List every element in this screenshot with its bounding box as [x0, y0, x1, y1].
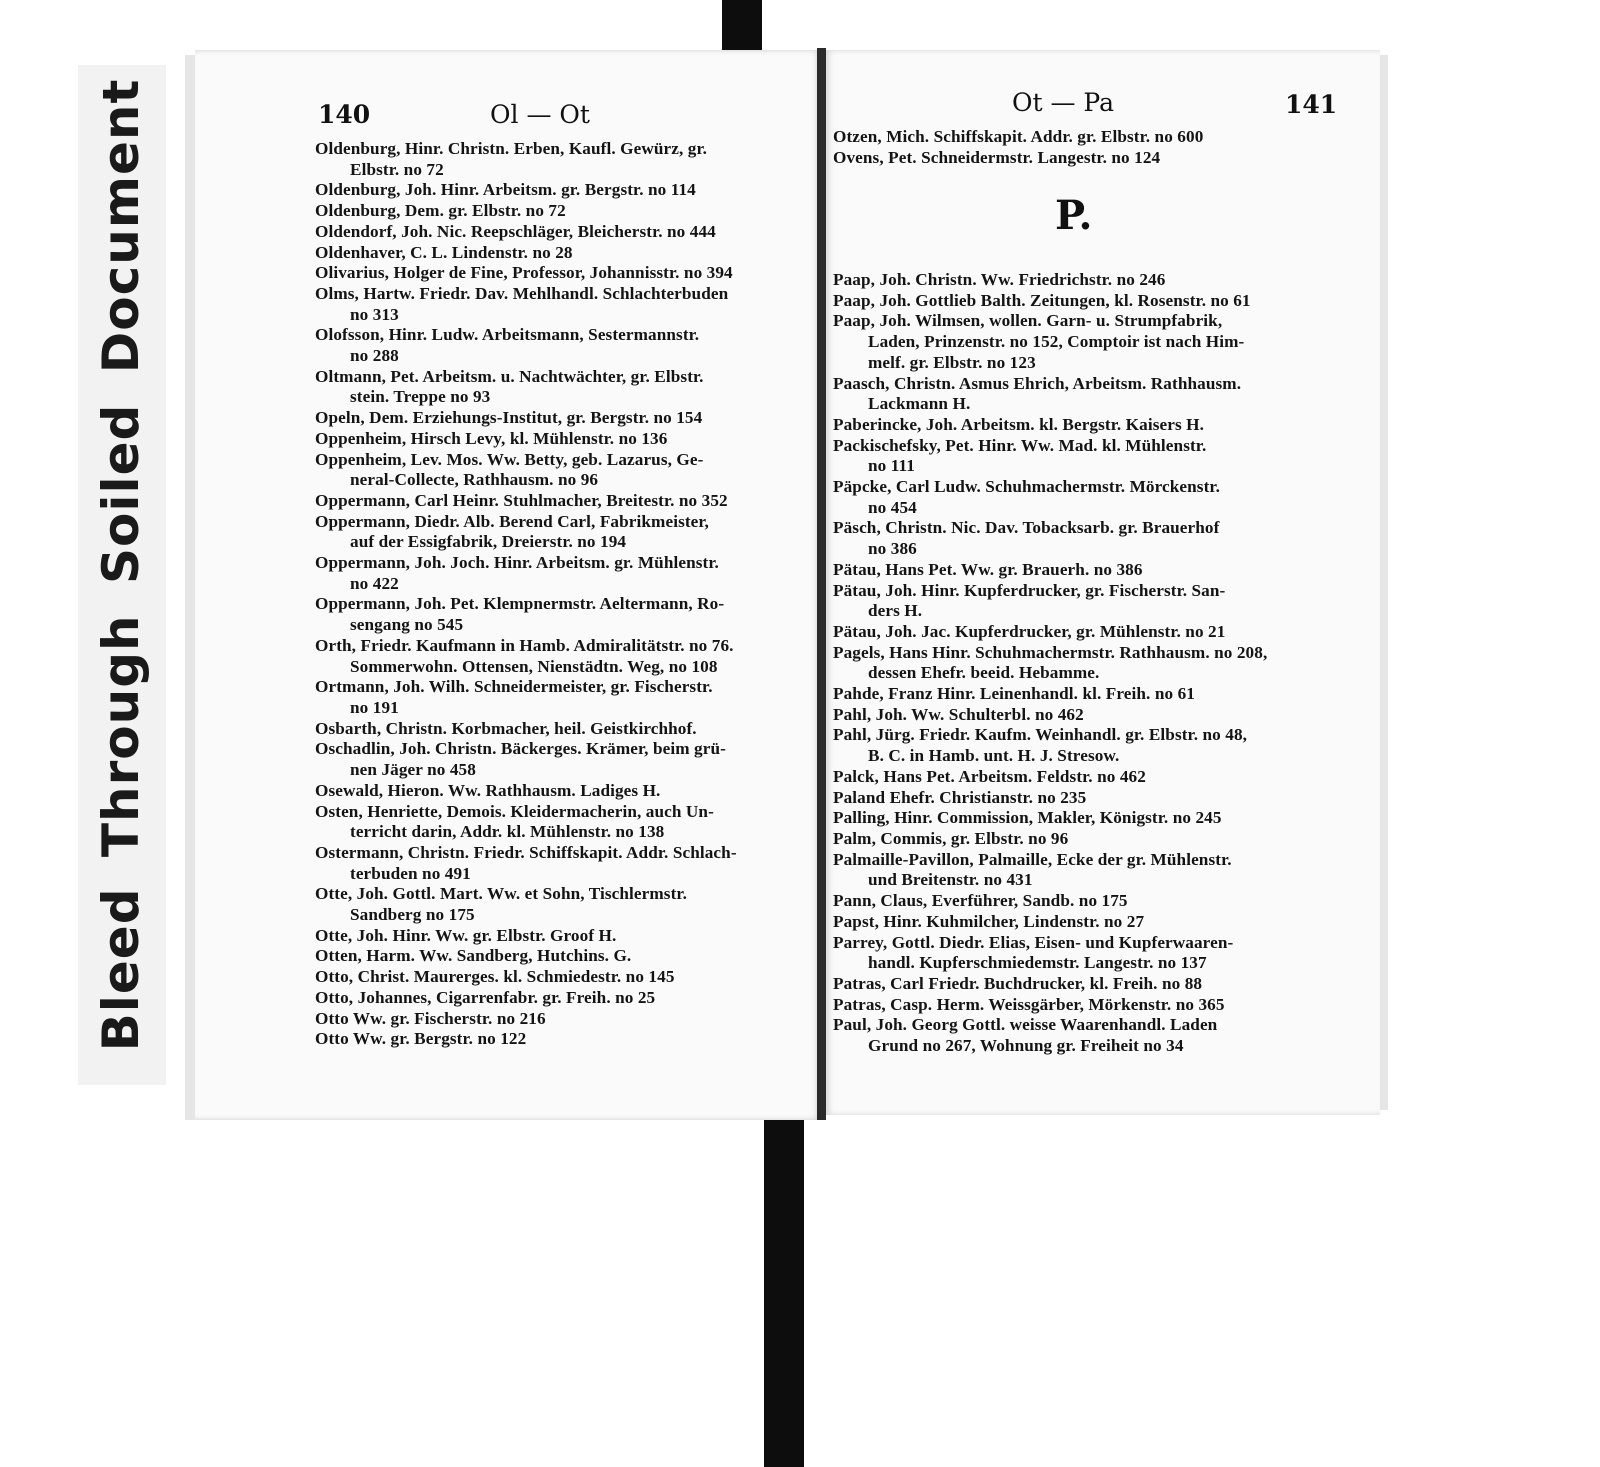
- entry-line: Oppenheim, Hirsch Levy, kl. Mühlenstr. no 136: [315, 428, 668, 448]
- entry-continuation: melf. gr. Elbstr. no 123: [868, 352, 1036, 372]
- directory-entry: [315, 719, 810, 740]
- directory-entry: [833, 127, 1328, 148]
- directory-entry: [833, 829, 1328, 850]
- directory-entry: [833, 374, 1328, 415]
- entry-continuation: auf der Essigfabrik, Dreierstr. no 194: [350, 532, 627, 552]
- directory-entry: [315, 926, 810, 947]
- directory-entry: [833, 415, 1328, 436]
- directory-entry: [833, 560, 1328, 581]
- entry-continuation: no 386: [868, 539, 917, 559]
- directory-entry: [833, 912, 1328, 933]
- entry-line: Osten, Henriette, Demois. Kleidermacherin, auch Un-: [315, 801, 714, 821]
- directory-entry: [315, 946, 810, 967]
- directory-entry: [315, 325, 810, 366]
- entry-line: Oppermann, Carl Heinr. Stuhlmacher, Breitestr. no 352: [315, 490, 728, 510]
- entry-line: Pätau, Hans Pet. Ww. gr. Brauerh. no 386: [833, 559, 1143, 579]
- entry-line: Packischefsky, Pet. Hinr. Ww. Mad. kl. Mühlenstr.: [833, 435, 1207, 455]
- directory-entry: [315, 408, 810, 429]
- directory-entry: [315, 450, 810, 491]
- entry-line: Otte, Joh. Hinr. Ww. gr. Elbstr. Groof H.: [315, 925, 617, 945]
- entry-line: Palmaille-Pavillon, Palmaille, Ecke der gr. Mühlenstr.: [833, 849, 1232, 869]
- directory-entry: [833, 788, 1328, 809]
- entry-line: Pagels, Hans Hinr. Schuhmachermstr. Rathhausm. no 208,: [833, 642, 1268, 662]
- entry-line: Pätau, Joh. Jac. Kupferdrucker, gr. Mühlenstr. no 21: [833, 621, 1226, 641]
- entry-line: Pann, Claus, Everführer, Sandb. no 175: [833, 891, 1128, 911]
- directory-entry: [315, 843, 810, 884]
- entry-line: Ortmann, Joh. Wilh. Schneidermeister, gr. Fischerstr.: [315, 677, 713, 697]
- entry-continuation: stein. Treppe no 93: [350, 387, 491, 407]
- entry-line: Oppermann, Joh. Joch. Hinr. Arbeitsm. gr. Mühlenstr.: [315, 553, 719, 573]
- directory-entry: [315, 139, 810, 180]
- entry-continuation: no 191: [350, 697, 399, 717]
- entry-line: Parrey, Gottl. Diedr. Elias, Eisen- und Kupferwaaren-: [833, 932, 1234, 952]
- directory-entry: [315, 781, 810, 802]
- entry-line: Patras, Carl Friedr. Buchdrucker, kl. Freih. no 88: [833, 973, 1203, 993]
- directory-entry: [833, 1015, 1328, 1056]
- directory-entry: [315, 884, 810, 925]
- entry-line: Opeln, Dem. Erziehungs-Institut, gr. Bergstr. no 154: [315, 408, 703, 428]
- directory-entry: [833, 767, 1328, 788]
- entry-line: Oltmann, Pet. Arbeitsm. u. Nachtwächter, gr. Elbstr.: [315, 366, 704, 386]
- entry-line: Papst, Hinr. Kuhmilcher, Lindenstr. no 27: [833, 911, 1145, 931]
- right-running-head: Ot — Pa: [1012, 88, 1115, 117]
- entry-line: Paap, Joh. Christn. Ww. Friedrichstr. no 246: [833, 270, 1166, 289]
- entry-line: Paap, Joh. Gottlieb Balth. Zeitungen, kl. Rosenstr. no 61: [833, 290, 1251, 310]
- entry-continuation: Laden, Prinzenstr. no 152, Comptoir ist nach Him-: [868, 332, 1245, 352]
- entry-continuation: handl. Kupferschmiedemstr. Langestr. no 137: [868, 953, 1207, 973]
- entry-line: Ovens, Pet. Schneidermstr. Langestr. no 124: [833, 147, 1161, 167]
- entry-line: Päsch, Christn. Nic. Dav. Tobacksarb. gr. Brauerhof: [833, 518, 1220, 538]
- entry-continuation: no 288: [350, 346, 399, 366]
- entry-continuation: no 422: [350, 573, 399, 593]
- entry-line: Pahl, Jürg. Friedr. Kaufm. Weinhandl. gr. Elbstr. no 48,: [833, 725, 1248, 745]
- entry-continuation: nen Jäger no 458: [350, 760, 476, 780]
- right-entry-list: [833, 270, 1328, 1057]
- directory-entry: [833, 311, 1328, 373]
- directory-entry: [315, 802, 810, 843]
- entry-continuation: Sommerwohn. Ottensen, Nienstädtn. Weg, no 108: [350, 656, 718, 676]
- directory-entry: [833, 643, 1328, 684]
- entry-line: Orth, Friedr. Kaufmann in Hamb. Admiralitätstr. no 76.: [315, 635, 734, 655]
- directory-entry: [315, 429, 810, 450]
- directory-entry: [833, 974, 1328, 995]
- entry-line: Oldenburg, Joh. Hinr. Arbeitsm. gr. Bergstr. no 114: [315, 180, 696, 200]
- entry-line: Paberincke, Joh. Arbeitsm. kl. Bergstr. Kaisers H.: [833, 414, 1205, 434]
- entry-line: Olms, Hartw. Friedr. Dav. Mehlhandl. Schlachterbuden: [315, 283, 729, 303]
- directory-entry: [315, 201, 810, 222]
- entry-line: Pahde, Franz Hinr. Leinenhandl. kl. Freih. no 61: [833, 684, 1195, 704]
- entry-continuation: no 313: [350, 304, 399, 324]
- entry-continuation: terricht darin, Addr. kl. Mühlenstr. no 138: [350, 822, 665, 842]
- entry-line: Päpcke, Carl Ludw. Schuhmachermstr. Mörckenstr.: [833, 477, 1220, 497]
- directory-entry: [833, 995, 1328, 1016]
- directory-entry: [315, 263, 810, 284]
- directory-entry: [833, 436, 1328, 477]
- entry-line: Oppermann, Joh. Pet. Klempnermstr. Aeltermann, Ro-: [315, 594, 725, 614]
- entry-continuation: neral-Collecte, Rathhausm. no 96: [350, 470, 599, 490]
- entry-continuation: B. C. in Hamb. unt. H. J. Stresow.: [868, 746, 1120, 766]
- entry-line: Otzen, Mich. Schiffskapit. Addr. gr. Elbstr. no 600: [833, 127, 1204, 146]
- entry-line: Oldendorf, Joh. Nic. Reepschläger, Bleicherstr. no 444: [315, 221, 716, 241]
- entry-line: Oppermann, Diedr. Alb. Berend Carl, Fabrikmeister,: [315, 511, 709, 531]
- entry-line: Palck, Hans Pet. Arbeitsm. Feldstr. no 462: [833, 766, 1146, 786]
- entry-line: Pahl, Joh. Ww. Schulterbl. no 462: [833, 704, 1084, 724]
- entry-line: Ostermann, Christn. Friedr. Schiffskapit. Addr. Schlach-: [315, 842, 737, 862]
- entry-line: Oldenhaver, C. L. Lindenstr. no 28: [315, 242, 573, 262]
- entry-line: Oldenburg, Hinr. Christn. Erben, Kaufl. Gewürz, gr.: [315, 139, 708, 158]
- directory-entry: [833, 705, 1328, 726]
- right-page-number: 141: [1285, 90, 1338, 119]
- entry-line: Oschadlin, Joh. Christn. Bäckerges. Krämer, beim grü-: [315, 739, 726, 759]
- directory-entry: [833, 270, 1328, 291]
- directory-entry: [315, 739, 810, 780]
- directory-entry: [833, 808, 1328, 829]
- directory-entry: [315, 222, 810, 243]
- entry-continuation: Lackmann H.: [868, 394, 971, 414]
- directory-entry: [315, 1029, 810, 1050]
- left-page-number: 140: [318, 100, 371, 129]
- directory-entry: [833, 291, 1328, 312]
- entry-line: Osewald, Hieron. Ww. Rathhausm. Ladiges H.: [315, 780, 661, 800]
- entry-line: Paul, Joh. Georg Gottl. weisse Waarenhandl. Laden: [833, 1015, 1218, 1035]
- entry-continuation: no 111: [868, 456, 915, 476]
- right-entry-list-top: [833, 127, 1328, 168]
- entry-line: Otto, Johannes, Cigarrenfabr. gr. Freih. no 25: [315, 987, 656, 1007]
- entry-line: Otto Ww. gr. Fischerstr. no 216: [315, 1008, 546, 1028]
- directory-entry: [315, 967, 810, 988]
- entry-line: Osbarth, Christn. Korbmacher, heil. Geistkirchhof.: [315, 718, 697, 738]
- entry-continuation: Sandberg no 175: [350, 905, 475, 925]
- directory-entry: [833, 684, 1328, 705]
- directory-entry: [315, 553, 810, 594]
- directory-entry: [833, 850, 1328, 891]
- entry-line: Otto Ww. gr. Bergstr. no 122: [315, 1029, 527, 1049]
- entry-line: Pätau, Joh. Hinr. Kupferdrucker, gr. Fischerstr. San-: [833, 580, 1226, 600]
- entry-line: Oldenburg, Dem. gr. Elbstr. no 72: [315, 201, 566, 221]
- entry-line: Paasch, Christn. Asmus Ehrich, Arbeitsm. Rathhausm.: [833, 373, 1242, 393]
- directory-entry: [315, 988, 810, 1009]
- entry-continuation: Grund no 267, Wohnung gr. Freiheit no 34: [868, 1036, 1184, 1056]
- directory-entry: [315, 1009, 810, 1030]
- directory-entry: [833, 933, 1328, 974]
- entry-line: Otten, Harm. Ww. Sandberg, Hutchins. G.: [315, 946, 632, 966]
- entry-continuation: no 454: [868, 497, 917, 517]
- directory-entry: [315, 491, 810, 512]
- spine-binding-bottom: [764, 1120, 804, 1467]
- section-letter: P.: [1055, 192, 1093, 239]
- directory-entry: [833, 725, 1328, 766]
- entry-line: Oppenheim, Lev. Mos. Ww. Betty, geb. Lazarus, Ge-: [315, 449, 704, 469]
- entry-line: Palling, Hinr. Commission, Makler, Königstr. no 245: [833, 808, 1222, 828]
- entry-continuation: und Breitenstr. no 431: [868, 870, 1033, 890]
- entry-continuation: dessen Ehefr. beeid. Hebamme.: [868, 663, 1100, 683]
- stamp-label: Bleed Through Soiled Document: [92, 78, 150, 1052]
- entry-continuation: terbuden no 491: [350, 863, 471, 883]
- directory-entry: [315, 243, 810, 264]
- entry-line: Paap, Joh. Wilmsen, wollen. Garn- u. Strumpfabrik,: [833, 311, 1223, 331]
- directory-entry: [833, 518, 1328, 559]
- entry-line: Otto, Christ. Maurerges. kl. Schmiedestr. no 145: [315, 967, 675, 987]
- directory-entry: [833, 477, 1328, 518]
- left-running-head: Ol — Ot: [490, 100, 590, 129]
- directory-entry: [315, 636, 810, 677]
- entry-line: Olivarius, Holger de Fine, Professor, Johannisstr. no 394: [315, 263, 733, 283]
- entry-line: Olofsson, Hinr. Ludw. Arbeitsmann, Sestermannstr.: [315, 325, 700, 345]
- directory-entry: [833, 148, 1328, 169]
- directory-entry: [315, 594, 810, 635]
- entry-line: Paland Ehefr. Christianstr. no 235: [833, 787, 1087, 807]
- entry-continuation: sengang no 545: [350, 615, 464, 635]
- directory-entry: [315, 284, 810, 325]
- left-entry-list: [315, 139, 810, 1050]
- directory-entry: [315, 180, 810, 201]
- directory-entry: [315, 512, 810, 553]
- directory-entry: [833, 581, 1328, 622]
- directory-entry: [315, 677, 810, 718]
- directory-entry: [833, 891, 1328, 912]
- entry-line: Patras, Casp. Herm. Weissgärber, Mörkenstr. no 365: [833, 994, 1225, 1014]
- book-gutter: [817, 48, 826, 1120]
- entry-line: Palm, Commis, gr. Elbstr. no 96: [833, 828, 1069, 848]
- directory-entry: [833, 622, 1328, 643]
- entry-continuation: ders H.: [868, 601, 923, 621]
- entry-continuation: Elbstr. no 72: [350, 159, 444, 179]
- entry-line: Otte, Joh. Gottl. Mart. Ww. et Sohn, Tischlermstr.: [315, 884, 687, 904]
- directory-entry: [315, 367, 810, 408]
